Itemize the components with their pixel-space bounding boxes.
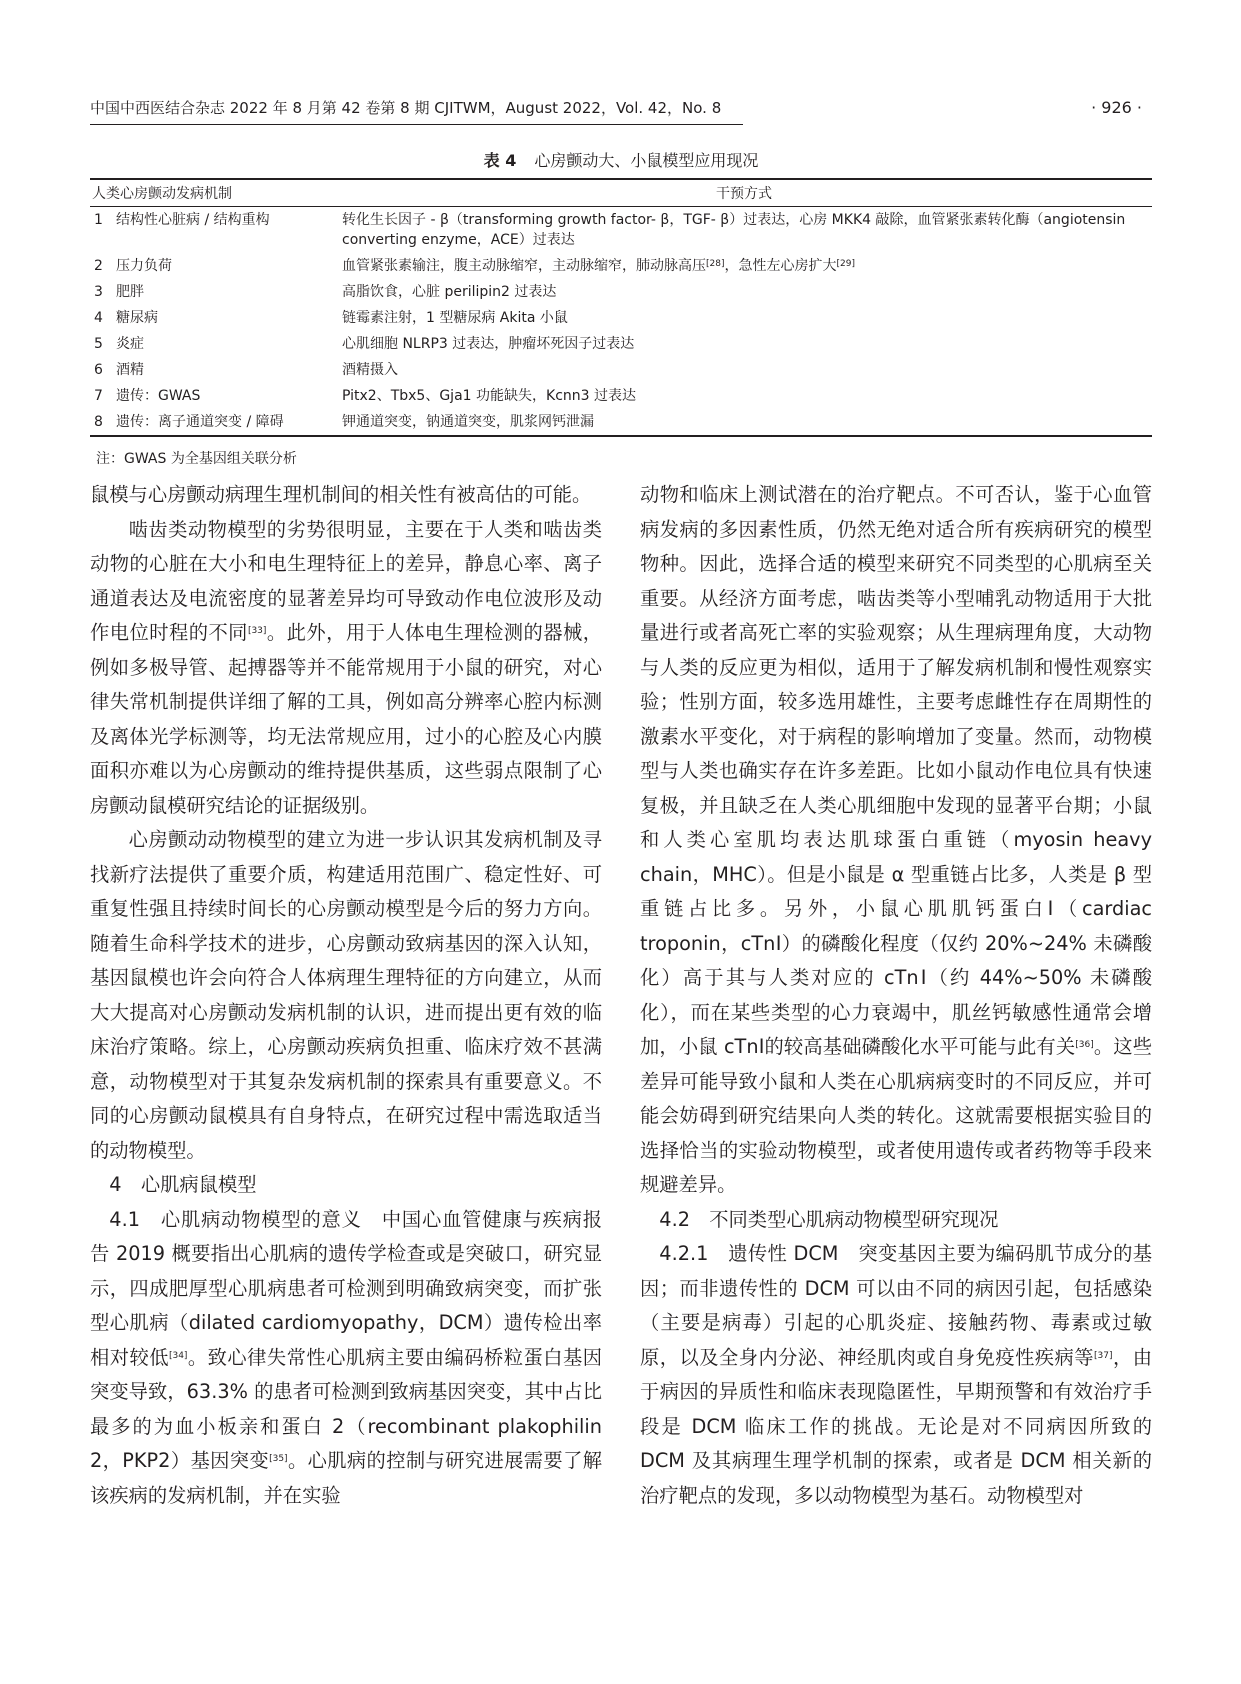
citation: [37] xyxy=(1094,1350,1113,1361)
row-intervention: 转化生长因子 - β（transforming growth factor- β，TGF- β）过表达，心房 MKK4 敲除，血管紧张素转化酶（angiotensin converting enzyme，ACE）过表达 xyxy=(342,212,1126,248)
column-header-intervention: 干预方式 xyxy=(716,186,772,202)
right-column xyxy=(640,478,1152,1513)
table-header-row xyxy=(90,179,1152,207)
table-row xyxy=(90,331,1152,357)
table-row xyxy=(90,305,1152,331)
row-mechanism: 结构性心脏病 / 结构重构 xyxy=(116,212,270,228)
row-mechanism: 遗传：离子通道突变 / 障碍 xyxy=(116,414,284,430)
row-number: 5 xyxy=(94,336,103,352)
page-number: · 926 · xyxy=(1091,98,1142,117)
row-number: 2 xyxy=(94,258,103,274)
citation: [33] xyxy=(247,626,267,636)
table-caption xyxy=(90,150,1152,172)
running-header: 中国中西医结合杂志 2022 年 8 月第 42 卷第 8 期 CJITWM，August 2022，Vol. 42，No. 8 xyxy=(90,98,743,125)
table-row xyxy=(90,383,1152,409)
table-note: 注：GWAS 为全基因组关联分析 xyxy=(96,451,297,467)
row-number: 3 xyxy=(94,284,103,300)
left-column xyxy=(90,478,602,1513)
citation: [29] xyxy=(836,259,855,269)
citation: [28] xyxy=(706,259,725,269)
row-number: 4 xyxy=(94,310,103,326)
paragraph: 心房颤动动物模型的建立为进一步认识其发病机制及寻找新疗法提供了重要介质，构建适用范围广、稳定性好、可重复性强且持续时间长的心房颤动模型是今后的努力方向。随着生命科学技术的进步，心房颤动致病基因的深入认知，基因鼠模也许会向符合人体病理生理特征的方向建立，从而大大提高对心房颤动发病机制的认识，进而提出更有效的临床治疗策略。综上，心房颤动疾病负担重、临床疗效不甚满意，动物模型对于其复杂发病机制的探索具有重要意义。不同的心房颤动鼠模具有自身特点，在研究过程中需选取适当的动物模型。 xyxy=(90,828,602,1162)
row-intervention: 钾通道突变，钠通道突变，肌浆网钙泄漏 xyxy=(342,414,594,430)
row-mechanism: 压力负荷 xyxy=(116,258,172,274)
section-heading: 4 心肌病鼠模型 xyxy=(109,1173,257,1196)
row-number: 7 xyxy=(94,388,103,404)
table-row xyxy=(90,409,1152,436)
row-mechanism: 糖尿病 xyxy=(116,310,158,326)
row-intervention: 血管紧张素输注，腹主动脉缩窄，主动脉缩窄，肺动脉高压[28]，急性左心房扩大[29] xyxy=(342,258,855,274)
paragraph: 4.1 心肌病动物模型的意义 中国心血管健康与疾病报告 2019 概要指出心肌病的遗传学检查或是突破口，研究显示，四成肥厚型心肌病患者可检测到明确致病突变，而扩张型心肌病（dilated cardiomyopathy，DCM）遗传检出率相对较低[34]。致心律失常性心肌病主要由编码桥粒蛋白基因突变导致，63.3% 的患者可检测到致病基因突变，其中占比最多的为血小板亲和蛋白 2（recombinant plakophilin 2，PKP2）基因突变[35]。心肌病的控制与研究进展需要了解该疾病的发病机制，并在实验 xyxy=(90,1207,603,1507)
row-intervention: 链霉素注射，1 型糖尿病 Akita 小鼠 xyxy=(342,310,568,326)
row-intervention: 高脂饮食，心脏 perilipin2 过表达 xyxy=(342,284,557,300)
row-intervention: 心肌细胞 NLRP3 过表达，肿瘤坏死因子过表达 xyxy=(342,336,635,352)
table-row xyxy=(90,279,1152,305)
paragraph: 动物和临床上测试潜在的治疗靶点。不可否认，鉴于心血管病发病的多因素性质，仍然无绝对适合所有疾病研究的模型物种。因此，选择合适的模型来研究不同类型的心肌病至关重要。从经济方面考虑，啮齿类等小型哺乳动物适用于大批量进行或者高死亡率的实验观察；从生理病理角度，大动物与人类的反应更为相似，适用于了解发病机制和慢性观察实验；性别方面，较多选用雄性，主要考虑雌性存在周期性的激素水平变化，对于病程的影响增加了变量。然而，动物模型与人类也确实存在许多差距。比如小鼠动作电位具有快速复极，并且缺乏在人类心肌细胞中发现的显著平台期；小鼠和人类心室肌均表达肌球蛋白重链（myosin heavy chain，MHC）。但是小鼠是 α 型重链占比多，人类是 β 型重链占比多。另外，小鼠心肌肌钙蛋白Ⅰ（cardiac troponin，cTnⅠ）的磷酸化程度（仅约 20%~24% 未磷酸化）高于其与人类对应的 cTnⅠ（约 44%~50% 未磷酸化），而在某些类型的心力衰竭中，肌丝钙敏感性通常会增加，小鼠 cTnⅠ的较高基础磷酸化水平可能与此有关[36]。这些差异可能导致小鼠和人类在心肌病病变时的不同反应，并可能会妨碍到研究结果向人类的转化。这就需要根据实验目的选择恰当的实验动物模型，或者使用遗传或者药物等手段来规避差异。 xyxy=(640,483,1152,1196)
table-4 xyxy=(90,178,1152,437)
row-number: 8 xyxy=(94,414,103,430)
citation: [34] xyxy=(168,1350,188,1361)
row-mechanism: 酒精 xyxy=(116,362,144,378)
citation: [36] xyxy=(1075,1040,1094,1050)
paragraph: 鼠模与心房颤动病理生理机制间的相关性有被高估的可能。 xyxy=(90,483,592,506)
table-label: 表 4 xyxy=(483,151,517,170)
column-header-mechanism: 人类心房颤动发病机制 xyxy=(92,186,232,202)
paragraph: 4.2.1 遗传性 DCM 突变基因主要为编码肌节成分的基因；而非遗传性的 DCM 可以由不同的病因引起，包括感染（主要是病毒）引起的心肌炎症、接触药物、毒素或过敏原，以及全身内分泌、神经肌肉或自身免疫性疾病等[37]，由于病因的异质性和临床表现隐匿性，早期预警和有效治疗手段是 DCM 临床工作的挑战。无论是对不同病因所致的 DCM 及其病理生理学机制的探索，或者是 DCM 相关新的治疗靶点的发现，多以动物模型为基石。动物模型对 xyxy=(640,1242,1153,1507)
row-mechanism: 炎症 xyxy=(116,336,144,352)
row-mechanism: 肥胖 xyxy=(116,284,144,300)
row-number: 6 xyxy=(94,362,103,378)
section-heading: 4.2 不同类型心肌病动物模型研究现况 xyxy=(659,1207,999,1231)
citation: [35] xyxy=(269,1454,288,1464)
row-intervention: 酒精摄入 xyxy=(342,362,398,378)
row-number: 1 xyxy=(94,212,103,228)
table-title: 心房颤动大、小鼠模型应用现况 xyxy=(534,151,759,170)
table-row xyxy=(90,357,1152,383)
paragraph: 啮齿类动物模型的劣势很明显，主要在于人类和啮齿类动物的心脏在大小和电生理特征上的差异，静息心率、离子通道表达及电流密度的显著差异均可导致动作电位波形及动作电位时程的不同[33]。此外，用于人体电生理检测的器械，例如多极导管、起搏器等并不能常规用于小鼠的研究，对心律失常机制提供详细了解的工具，例如高分辨率心腔内标测及离体光学标测等，均无法常规应用，过小的心腔及心内膜面积亦难以为心房颤动的维持提供基质，这些弱点限制了心房颤动鼠模研究结论的证据级别。 xyxy=(90,517,603,817)
table-row xyxy=(90,253,1152,279)
row-mechanism: 遗传：GWAS xyxy=(116,388,201,404)
table-row xyxy=(90,207,1152,254)
row-intervention: Pitx2、Tbx5、Gja1 功能缺失，Kcnn3 过表达 xyxy=(342,388,636,404)
